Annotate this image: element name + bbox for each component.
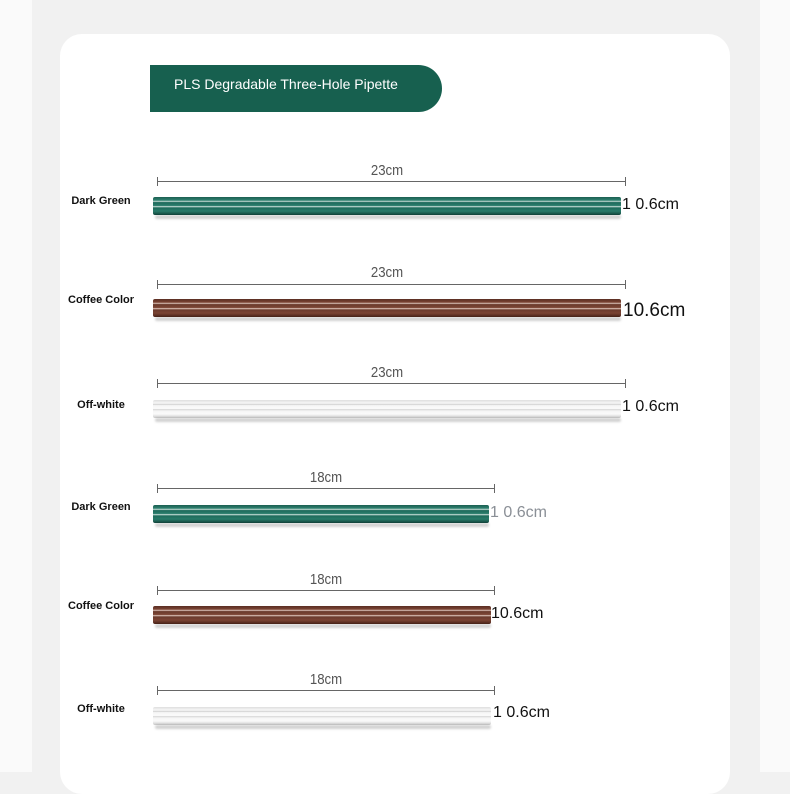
straw-dark-green-23cm (153, 197, 621, 215)
length-dimension-line (157, 690, 495, 691)
straw-off-white-23cm (153, 400, 621, 418)
straw-dark-green-18cm (153, 505, 489, 523)
length-label: 18cm (309, 571, 343, 588)
dimension-tick-start (157, 484, 158, 493)
diameter-label: 10.6cm (623, 300, 686, 321)
length-label: 23cm (370, 162, 404, 179)
color-label: Dark Green (71, 501, 131, 513)
straw-coffee-23cm (153, 299, 621, 317)
color-label: Dark Green (71, 195, 131, 207)
dimension-tick-end (494, 686, 495, 695)
product-title-banner: PLS Degradable Three-Hole Pipette (150, 65, 442, 112)
color-label: Coffee Color (68, 600, 134, 612)
length-label: 18cm (309, 671, 343, 688)
length-dimension-line (157, 488, 495, 489)
dimension-tick-start (157, 586, 158, 595)
dimension-tick-end (625, 177, 626, 186)
dimension-tick-start (157, 177, 158, 186)
dimension-tick-start (157, 379, 158, 388)
diameter-label: 1 0.6cm (490, 504, 547, 521)
length-label: 18cm (309, 469, 343, 486)
dimension-tick-start (157, 280, 158, 289)
color-label: Off-white (77, 399, 125, 411)
diameter-label: 1 0.6cm (622, 398, 679, 415)
color-label: Off-white (77, 703, 125, 715)
length-dimension-line (157, 590, 495, 591)
length-dimension-line (157, 181, 626, 182)
page-margin-right (760, 0, 790, 772)
dimension-tick-end (625, 280, 626, 289)
straw-off-white-18cm (153, 707, 491, 725)
dimension-tick-start (157, 686, 158, 695)
dimension-tick-end (625, 379, 626, 388)
dimension-tick-end (494, 484, 495, 493)
length-label: 23cm (370, 364, 404, 381)
dimension-tick-end (494, 586, 495, 595)
diameter-label: 1 0.6cm (622, 196, 679, 213)
length-dimension-line (157, 284, 626, 285)
length-dimension-line (157, 383, 626, 384)
length-label: 23cm (370, 264, 404, 281)
color-label: Coffee Color (68, 294, 134, 306)
straw-coffee-18cm (153, 606, 491, 624)
diameter-label: 1 0.6cm (493, 704, 550, 721)
page-margin-left (0, 0, 32, 772)
diameter-label: 10.6cm (491, 605, 544, 622)
